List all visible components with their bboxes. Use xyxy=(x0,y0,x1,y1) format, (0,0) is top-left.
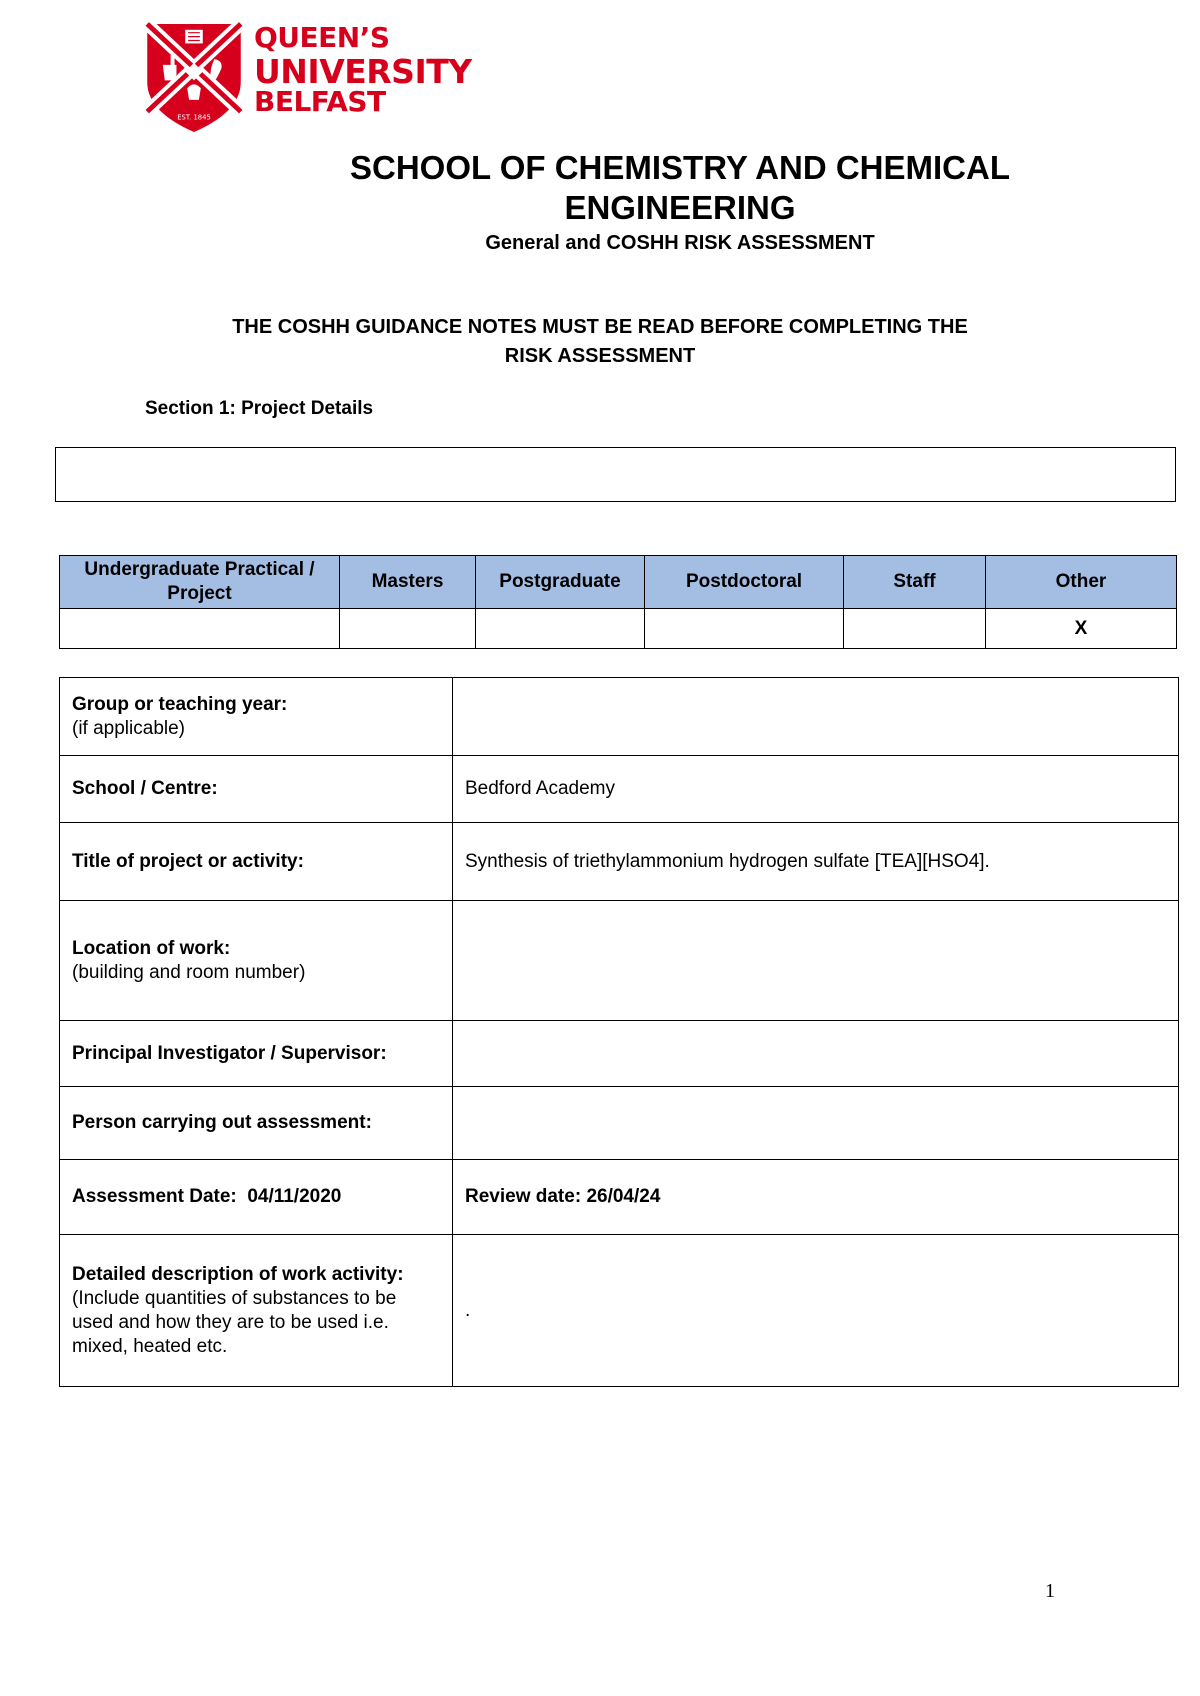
supervisor-label: Principal Investigator / Supervisor: xyxy=(60,1021,453,1087)
description-note: (Include quantities of substances to be used and how they are to be used i.e. mixed, heated etc. xyxy=(72,1287,397,1357)
logo-wordmark-line-3: BELFAST xyxy=(254,85,386,118)
description-value[interactable]: . xyxy=(453,1235,1179,1387)
category-cell-postgraduate[interactable] xyxy=(476,609,645,649)
category-value-row xyxy=(60,609,1177,649)
school-title-line-1: SCHOOL OF CHEMISTRY AND CHEMICAL xyxy=(349,149,1011,186)
guidance-line-1: THE COSHH GUIDANCE NOTES MUST BE READ BEFORE COMPLETING THE xyxy=(232,316,968,338)
school-value[interactable]: Bedford Academy xyxy=(453,756,1179,823)
category-header-masters: Masters xyxy=(340,556,476,609)
logo-wordmark-line-1: QUEEN’S xyxy=(254,21,390,54)
section-1-heading: Section 1: Project Details xyxy=(145,398,374,419)
group-note: (if applicable) xyxy=(72,717,185,739)
description-label-cell xyxy=(60,1235,453,1387)
crest-est-text: EST. 1845 xyxy=(177,113,211,122)
category-header-staff: Staff xyxy=(844,556,986,609)
review-date-cell xyxy=(453,1160,1179,1235)
assessment-date-label: Assessment Date: xyxy=(72,1186,237,1207)
university-crest-logo xyxy=(145,22,243,134)
page-number: 1 xyxy=(1045,1580,1055,1602)
category-header-undergraduate: Undergraduate Practical / Project xyxy=(60,556,340,609)
table-row xyxy=(60,901,1179,1021)
project-title-label: Title of project or activity: xyxy=(60,823,453,901)
location-label: Location of work: xyxy=(72,937,231,959)
category-table xyxy=(59,555,1177,649)
category-cell-other[interactable]: X xyxy=(986,609,1177,649)
assessor-value[interactable] xyxy=(453,1087,1179,1160)
category-cell-undergraduate[interactable] xyxy=(60,609,340,649)
group-label: Group or teaching year: xyxy=(72,693,288,715)
project-title-value[interactable]: Synthesis of triethylammonium hydrogen sulfate [TEA][HSO4]. xyxy=(453,823,1179,901)
logo-wordmark-line-2: UNIVERSITY xyxy=(254,52,472,91)
assessment-date-value[interactable]: 04/11/2020 xyxy=(247,1186,342,1207)
school-title-line-2: ENGINEERING xyxy=(564,189,796,226)
assessment-date-cell xyxy=(60,1160,453,1235)
project-title-box[interactable] xyxy=(55,447,1176,502)
review-date-value[interactable]: 26/04/24 xyxy=(586,1186,661,1207)
category-header-postgraduate: Postgraduate xyxy=(476,556,645,609)
supervisor-value[interactable] xyxy=(453,1021,1179,1087)
table-row xyxy=(60,1160,1179,1235)
table-row xyxy=(60,678,1179,756)
location-label-cell xyxy=(60,901,453,1021)
category-header-row xyxy=(60,556,1177,609)
table-row xyxy=(60,756,1179,823)
category-header-postdoctoral: Postdoctoral xyxy=(645,556,844,609)
guidance-line-2: RISK ASSESSMENT xyxy=(504,345,696,367)
guidance-notice xyxy=(120,313,1080,371)
table-row xyxy=(60,1235,1179,1387)
description-label: Detailed description of work activity: xyxy=(72,1263,404,1285)
category-cell-masters[interactable] xyxy=(340,609,476,649)
table-row xyxy=(60,1087,1179,1160)
category-cell-postdoctoral[interactable] xyxy=(645,609,844,649)
location-value[interactable] xyxy=(453,901,1179,1021)
category-header-other: Other xyxy=(986,556,1177,609)
location-note: (building and room number) xyxy=(72,961,306,983)
table-row xyxy=(60,1021,1179,1087)
project-details-table xyxy=(59,677,1179,1387)
assessor-label: Person carrying out assessment: xyxy=(60,1087,453,1160)
document-subtitle: General and COSHH RISK ASSESSMENT xyxy=(485,232,875,254)
table-row xyxy=(60,823,1179,901)
group-label-cell xyxy=(60,678,453,756)
group-value[interactable] xyxy=(453,678,1179,756)
category-cell-staff[interactable] xyxy=(844,609,986,649)
review-date-label: Review date: xyxy=(465,1186,582,1207)
school-label: School / Centre: xyxy=(60,756,453,823)
